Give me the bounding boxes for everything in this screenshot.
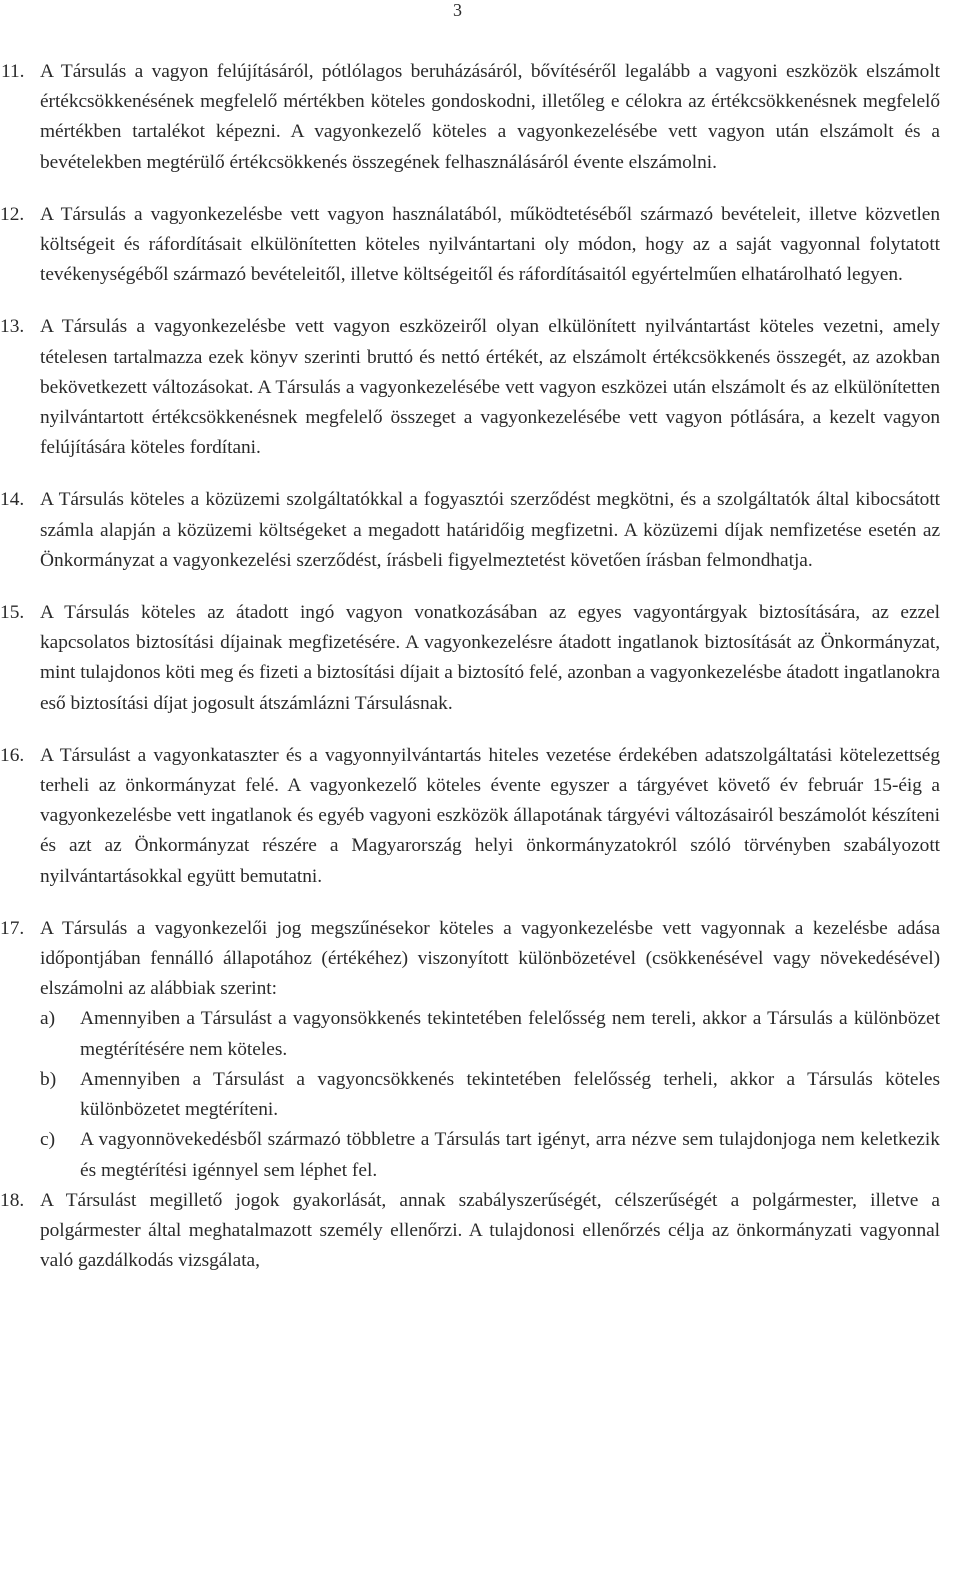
paragraph-text: A Társulás köteles a közüzemi szolgáltatókkal a fogyasztói szerződést megkötni, és a szolgáltatók által kibocsátott számla alapján a közüzemi költségeket a megadott határidőig megfizetni. A közüzemi díjak nemfizetése esetén az Önkormányzat a vagyonkezelési szerződést, írásbeli figyelmeztetést követően írásban felmondhatja.	[40, 489, 940, 571]
list-item-b	[0, 1065, 960, 1125]
page-number: 3	[453, 0, 462, 20]
list-item-label: a)	[40, 1008, 56, 1030]
document-body	[0, 57, 960, 1276]
paragraph-16	[0, 741, 960, 892]
list-item-text: Amennyiben a Társulást a vagyonsökkenés tekintetében felelősség nem tereli, akkor a Társulás a különbözet megtérítésére nem köteles.	[80, 1008, 940, 1060]
paragraph-text: A Társulás a vagyon felújításáról, pótlólagos beruházásáról, bővítéséről legalább a vagyoni eszközök elszámolt értékcsökkenésének megfelelő mértékben köteles gondoskodni, illetőleg e célokra az értékcsökkenésnek megfelelő mértékben tartalékot képezni. A vagyonkezelő köteles a vagyonkezelésébe vett vagyon után elszámolt és a bevételekben megtérülő értékcsökkenés összegének felhasználásáról évente elszámolni.	[40, 61, 940, 173]
paragraph-number: 17.	[0, 917, 25, 939]
paragraph-number: 12.	[0, 203, 25, 225]
paragraph-15	[0, 598, 960, 719]
paragraph-number: 13.	[0, 316, 25, 338]
paragraph-17	[0, 914, 960, 1005]
paragraph-12	[0, 200, 960, 291]
paragraph-number: 11.	[1, 61, 25, 82]
list-item-c	[0, 1125, 960, 1185]
paragraph-11	[0, 57, 960, 178]
list-item-a	[0, 1004, 960, 1064]
paragraph-number: 16.	[0, 744, 25, 766]
paragraph-number: 18.	[0, 1189, 25, 1211]
paragraph-text: A Társulást a vagyonkataszter és a vagyonnyilvántartás hiteles vezetése érdekében adatszolgáltatási kötelezettség terheli az önkormányzat felé. A vagyonkezelő köteles évente egyszer a tárgyévet követő év február 15-éig a vagyonkezelésbe vett ingatlanok és egyéb vagyoni eszközök állapotának tárgyévi változásairól beszámolót készíteni és azt az Önkormányzat részére a Magyarország helyi önkormányzatokról szóló törvényben szabályozott nyilvántartásokkal együtt bemutatni.	[40, 744, 940, 887]
paragraph-text: A Társulás a vagyonkezelésbe vett vagyon használatából, működtetéséből származó bevételeit, illetve közvetlen költségeit és ráfordításait elkülönítetten köteles nyilvántartani oly módon, hogy az a saját vagyonnal folytatott tevékenységéből származó bevételeitől, illetve költségeitől és ráfordításaitól egyértelműen elhatárolható legyen.	[40, 203, 940, 286]
list-item-label: b)	[40, 1068, 57, 1090]
paragraph-text: A Társulás a vagyonkezelésbe vett vagyon eszközeiről olyan elkülönített nyilvántartást köteles vezetni, amely tételesen tartalmazza ezek könyv szerinti bruttó és nettó értékét, az elszámolt értékcsökkenés összegét, az azokban bekövetkezett változásokat. A Társulás a vagyonkezelésébe vett vagyon eszközei után elszámolt és az elkülönítetten nyilvántartott értékcsökkenésnek megfelelő összeget a vagyonkezelésébe vett vagyon pótlására, a kezelt vagyon felújítására köteles fordítani.	[40, 316, 940, 459]
paragraph-13	[0, 312, 960, 463]
paragraph-14	[0, 485, 960, 576]
paragraph-text: A Társulás a vagyonkezelői jog megszűnésekor köteles a vagyonkezelésbe vett vagyonnak a kezelésbe adása időpontjában fennálló állapotához (értékéhez) viszonyított különbözetével (csökkenésével vagy növekedésével) elszámolni az alábbiak szerint:	[40, 917, 940, 1000]
paragraph-number: 14.	[0, 489, 25, 511]
paragraph-number: 15.	[0, 602, 25, 624]
paragraph-text: A Társulás köteles az átadott ingó vagyon vonatkozásában az egyes vagyontárgyak biztosítására, az ezzel kapcsolatos biztosítási díjainak megfizetésére. A vagyonkezelésre átadott ingatlanok biztosítását az Önkormányzat, mint tulajdonos köti meg és fizeti a biztosítási díjait a biztosító felé, azonban a vagyonkezelésbe átadott ingatlanokra eső biztosítási díjat jogosult átszámlázni Társulásnak.	[40, 602, 940, 714]
paragraph-18	[0, 1186, 960, 1277]
list-item-text: Amennyiben a Társulást a vagyoncsökkenés tekintetében felelősség terheli, akkor a Társulás köteles különbözetet megtéríteni.	[80, 1068, 940, 1121]
list-item-label: c)	[40, 1129, 56, 1151]
list-item-text: A vagyonnövekedésből származó többletre a Társulás tart igényt, arra nézve sem tulajdonjoga nem keletkezik és megtérítési igénnyel sem léphet fel.	[80, 1129, 940, 1181]
paragraph-text: A Társulást megillető jogok gyakorlását, annak szabályszerűségét, célszerűségét a polgármester, illetve a polgármester által meghatalmazott személy ellenőrzi. A tulajdonosi ellenőrzés célja az önkormányzati vagyonnal való gazdálkodás vizsgálata,	[40, 1189, 940, 1272]
